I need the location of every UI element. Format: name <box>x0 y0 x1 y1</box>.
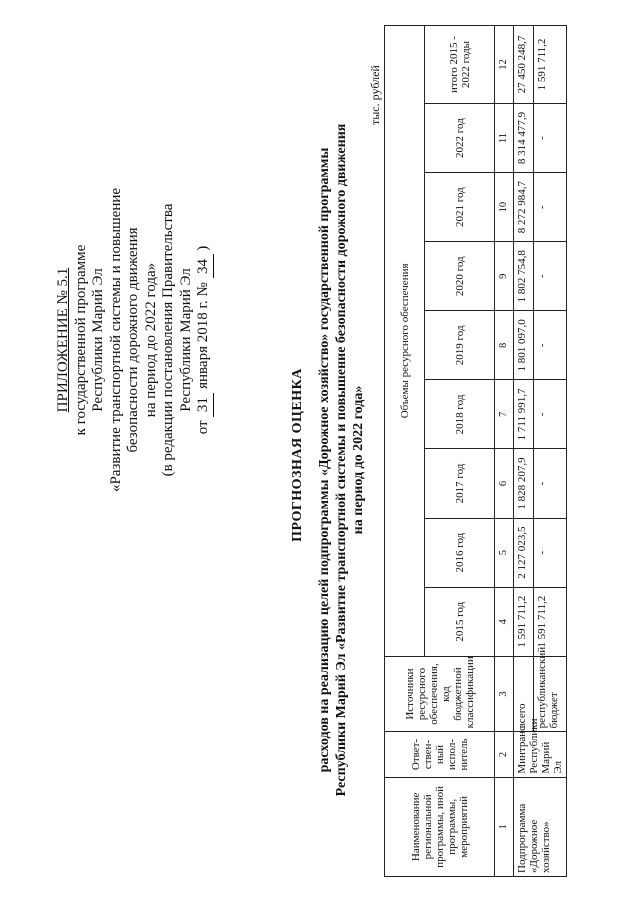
row-executor: Минтранс Республики Марий Эл <box>514 732 567 777</box>
appendix-date-middle: января 2018 г. № <box>195 282 211 389</box>
header-year: 2021 год <box>425 173 495 242</box>
column-number: 4 <box>495 587 514 656</box>
row-value: - <box>533 173 566 242</box>
row-total: 1 591 711,2 <box>533 26 566 104</box>
row-value: 1 591 711,2 <box>533 587 566 656</box>
row-value: 1 802 754,8 <box>514 242 534 311</box>
subtitle-line: на период до 2022 года» <box>351 385 366 535</box>
row-value: - <box>533 104 566 173</box>
appendix-line: «Развитие транспортной системы и повышение <box>107 187 124 493</box>
row-source: республиканский бюджет <box>533 656 566 732</box>
column-number: 6 <box>495 449 514 518</box>
appendix-line: Республики Марий Эл <box>177 268 194 412</box>
row-total: 27 450 248,7 <box>514 26 534 104</box>
header-total: итого 2015 - 2022 годы <box>425 26 495 104</box>
appendix-block <box>55 175 214 505</box>
column-number: 12 <box>495 26 514 104</box>
column-number: 8 <box>495 311 514 380</box>
header-year: 2016 год <box>425 518 495 587</box>
column-number-row <box>495 26 514 877</box>
row-source: всего <box>514 656 534 732</box>
row-value: - <box>533 518 566 587</box>
column-number: 2 <box>495 732 514 777</box>
header-source: Источники ресурсного обеспечения, код бюджетной классификации <box>385 656 495 732</box>
header-executor: Ответ-ствен-ный испол-нитель <box>385 732 495 777</box>
row-value: 8 314 477,9 <box>514 104 534 173</box>
row-value: - <box>533 449 566 518</box>
row-value: 1 828 207,9 <box>514 449 534 518</box>
subtitle-line: Республики Марий Эл «Развитие транспортной системы и повышение безопасности дорожного движения <box>334 123 349 797</box>
row-value: 1 801 097,0 <box>514 311 534 380</box>
row-value: 1 591 711,2 <box>514 587 534 656</box>
header-program: Наименование региональной программы, иной программы, мероприятий <box>385 777 495 876</box>
budget-table <box>384 25 567 877</box>
appendix-line: к государственной программе <box>72 244 89 436</box>
column-number: 10 <box>495 173 514 242</box>
header-year: 2015 год <box>425 587 495 656</box>
appendix-date-suffix: ) <box>195 245 211 251</box>
appendix-date-prefix: от <box>195 420 211 435</box>
header-year: 2017 год <box>425 449 495 518</box>
row-value: - <box>533 380 566 449</box>
row-program: Подпрограмма «Дорожное хозяйство» <box>514 777 567 876</box>
appendix-line: безопасности дорожного движения <box>125 227 141 453</box>
document-title: ПРОГНОЗНАЯ ОЦЕНКА <box>290 368 305 542</box>
row-value: - <box>533 311 566 380</box>
appendix-date-number: 34 <box>195 255 214 279</box>
column-number: 5 <box>495 518 514 587</box>
header-year: 2022 год <box>425 104 495 173</box>
row-value: 1 711 991,7 <box>514 380 534 449</box>
appendix-line: на период до 2022 года» <box>142 262 159 418</box>
row-value: 2 127 023,5 <box>514 518 534 587</box>
subtitle-line: расходов на реализацию целей подпрограммы «Дорожное хозяйство» государственной программы <box>317 147 332 773</box>
column-number: 7 <box>495 380 514 449</box>
row-value: - <box>533 242 566 311</box>
appendix-line: (в редакции постановления Правительства <box>160 203 176 477</box>
appendix-date-line <box>195 175 214 505</box>
appendix-line: Республики Марий Эл <box>90 268 106 412</box>
column-number: 3 <box>495 656 514 732</box>
header-year: 2019 год <box>425 311 495 380</box>
appendix-date-day: 31 <box>195 393 214 417</box>
column-number: 1 <box>495 777 514 876</box>
table-row <box>514 26 534 877</box>
column-number: 9 <box>495 242 514 311</box>
table-header-row <box>385 26 425 877</box>
units-label: тыс. рублей <box>368 65 382 125</box>
header-year: 2020 год <box>425 242 495 311</box>
column-number: 11 <box>495 104 514 173</box>
appendix-title: ПРИЛОЖЕНИЕ № 5.1 <box>55 267 71 413</box>
document-subtitle <box>316 60 367 860</box>
header-year: 2018 год <box>425 380 495 449</box>
row-value: 8 272 984,7 <box>514 173 534 242</box>
header-volumes: Объемы ресурсного обеспечения <box>385 26 425 657</box>
